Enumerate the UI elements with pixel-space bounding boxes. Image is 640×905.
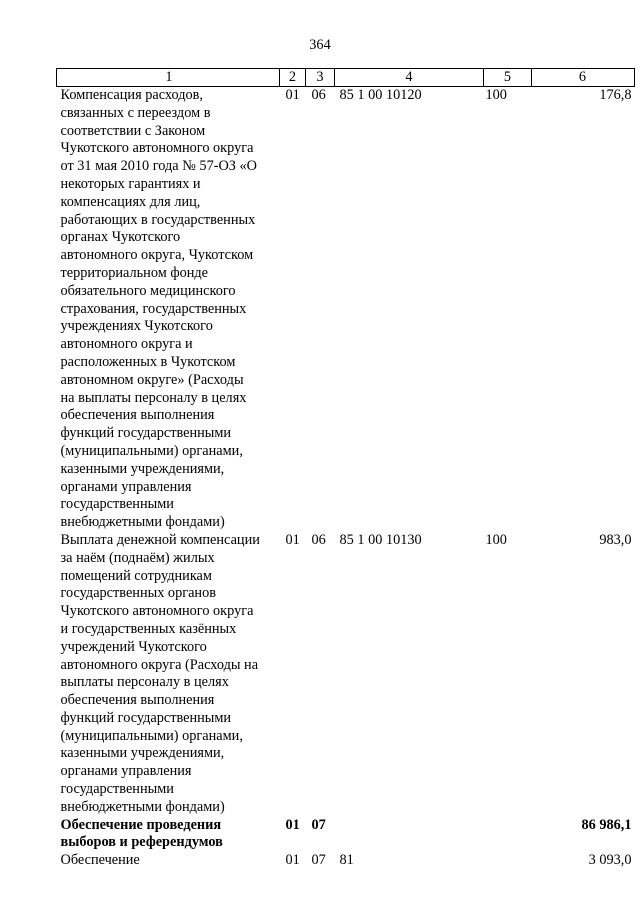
description-line: учреждений Чукотского [60,638,207,655]
table-row [57,852,635,870]
description-line: Компенсация расходов, [60,87,203,103]
description-line: автономного округа и [60,336,193,353]
description-line: (муниципальными) органами, [60,727,243,744]
description-line: от 31 мая 2010 года № 57-ОЗ «О [60,158,258,175]
description-line: (муниципальными) органами, [60,442,243,459]
table-header-row [57,69,635,87]
table-row [57,817,635,853]
description-line: автономном округе» (Расходы [60,371,244,388]
budget-table [56,68,635,870]
cell-col-6: 3 093,0 [588,852,632,869]
description-line: помещений сотрудникам [60,567,212,584]
cell-col-4: 81 [339,852,354,869]
cell-col-5 [484,852,532,870]
description-line: учреждениях Чукотского [60,318,213,335]
header-col-1: 1 [57,69,280,87]
description-line: за наём (поднаём) жилых [60,549,215,566]
description-line: некоторых гарантиях и [60,175,201,192]
description-line: территориальном фонде [60,264,209,281]
description-line: функций государственными [60,425,232,442]
description-line: казенными учреждениями, [60,460,225,477]
description-line: связанных с переездом в [60,104,211,121]
cell-col-3: 06 [311,87,326,103]
description-line: соответствии с Законом [60,122,206,139]
description-line: государственными [60,496,174,513]
cell-col-5: 100 [485,531,507,548]
table-row [57,532,635,817]
cell-col-4: 85 1 00 10120 [339,87,422,103]
cell-col-2: 01 [285,852,300,869]
description-line: органами управления [60,763,192,780]
description-line: Чукотского автономного округа [60,603,254,620]
description-line: Выплата денежной компенсации [60,531,260,548]
description-line: обязательного медицинского [60,282,236,299]
cell-col-3: 06 [311,531,326,548]
cell-col-2: 01 [285,87,300,103]
description-line: обеспечения выполнения [60,407,215,424]
description-line: и государственных казённых [60,620,237,637]
table-row [57,87,635,532]
row-description [57,87,280,532]
cell-col-2: 01 [285,816,300,833]
cell-col-2: 01 [285,531,300,548]
cell-col-3: 07 [311,816,326,833]
page-number: 364 [309,37,331,53]
description-line: Обеспечение [60,852,140,869]
cell-col-4 [335,817,484,853]
description-line: на выплаты персоналу в целях [60,389,247,406]
row-description [57,817,280,853]
description-line: внебюджетными фондами) [60,514,225,531]
description-line: органах Чукотского [60,229,181,246]
cell-col-6: 86 986,1 [581,816,632,833]
description-line: внебюджетными фондами) [60,798,225,815]
cell-col-3: 07 [311,852,326,869]
description-line: Чукотского автономного округа [60,140,254,157]
description-line: государственными [60,781,174,798]
description-line: автономного округа, Чукотском [60,247,254,264]
description-line: работающих в государственных [60,211,256,228]
description-line: компенсациях для лиц, [60,193,201,210]
description-line: страхования, государственных [60,300,247,317]
description-line: выборов и референдумов [60,834,223,851]
header-col-6: 6 [532,69,635,87]
description-line: государственных органов [60,585,216,602]
cell-col-6: 176,8 [599,87,632,103]
description-line: расположенных в Чукотском [60,353,236,370]
row-description [57,532,280,817]
header-col-3: 3 [306,69,335,87]
cell-col-5 [484,817,532,853]
cell-col-5: 100 [485,87,507,103]
cell-col-6: 983,0 [599,531,632,548]
description-line: выплаты персоналу в целях [60,674,229,691]
description-line: органами управления [60,478,192,495]
cell-col-4: 85 1 00 10130 [339,531,422,548]
header-col-2: 2 [280,69,306,87]
description-line: казенными учреждениями, [60,745,225,762]
description-line: функций государственными [60,709,232,726]
row-description [57,852,280,870]
header-col-4: 4 [335,69,484,87]
header-col-5: 5 [484,69,532,87]
description-line: автономного округа (Расходы на [60,656,259,673]
description-line: обеспечения выполнения [60,692,215,709]
description-line: Обеспечение проведения [60,816,222,833]
